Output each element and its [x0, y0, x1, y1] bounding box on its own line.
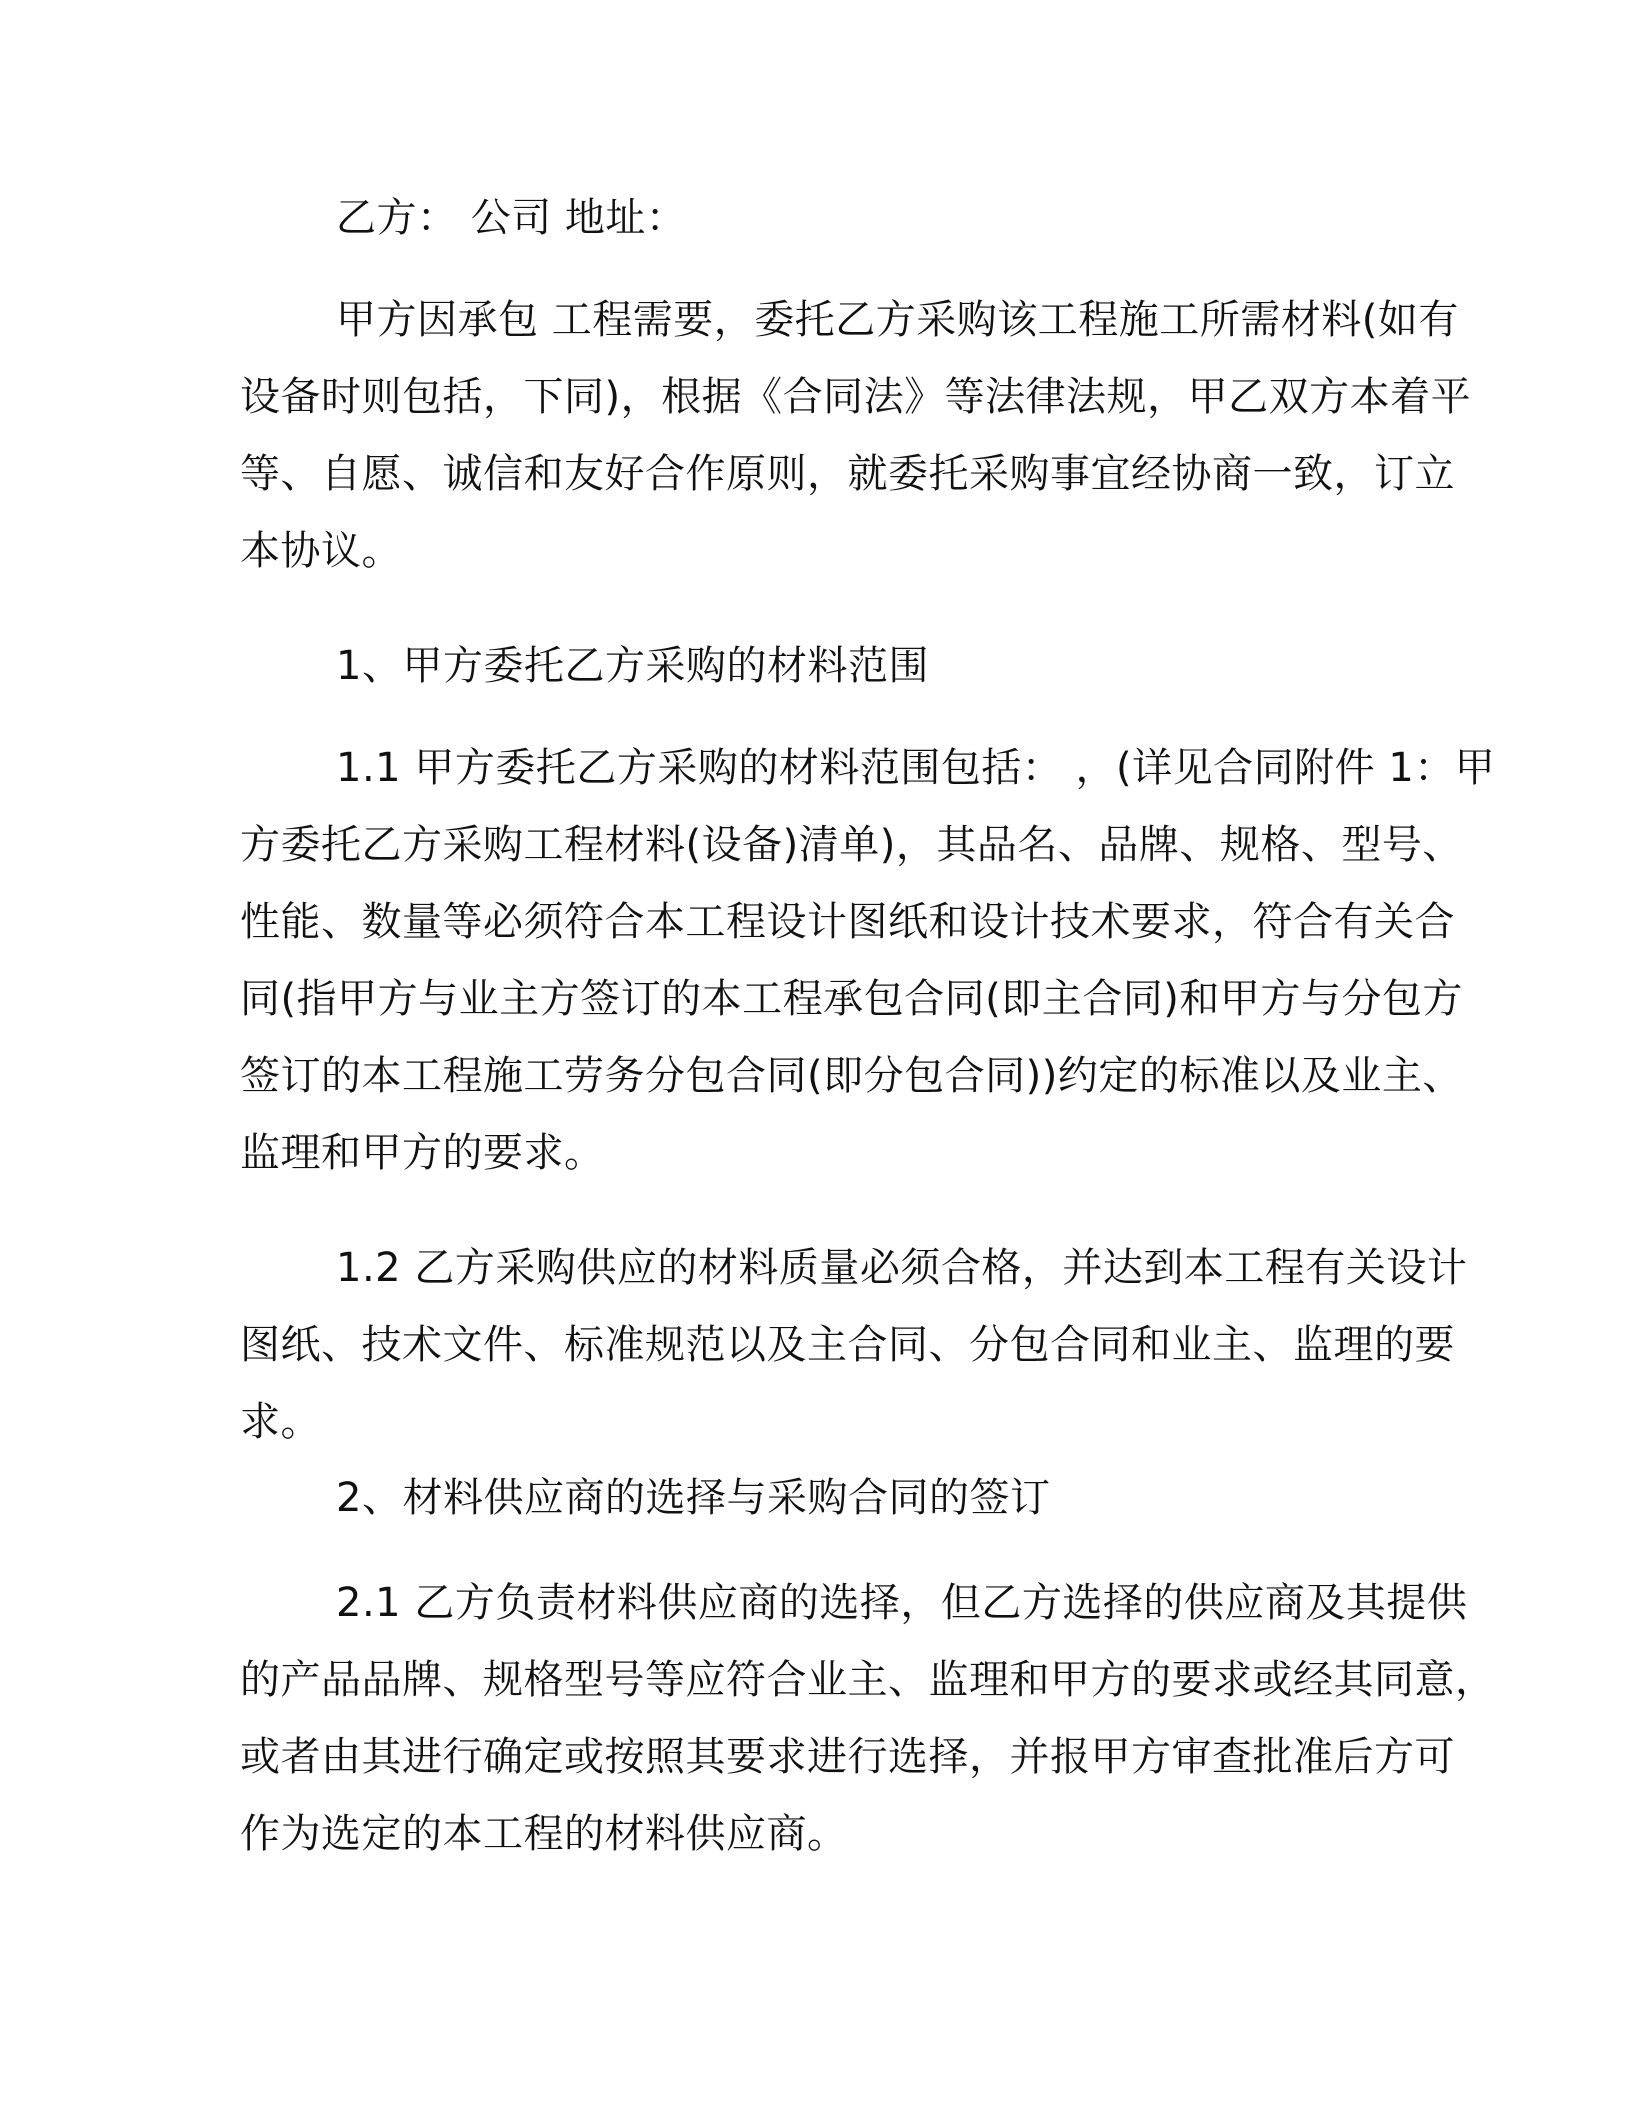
clause-line: 性能、数量等必须符合本工程设计图纸和设计技术要求，符合有关合 [240, 899, 1455, 945]
clause-line: 求。 [240, 1399, 321, 1445]
clause-1-1-paragraph [240, 730, 1496, 1192]
intro-line: 设备时则包括，下同)，根据《合同法》等法律法规，甲乙双方本着平 [240, 374, 1472, 420]
intro-line: 等、自愿、诚信和友好合作原则，就委托采购事宜经协商一致，订立 [240, 451, 1455, 497]
clause-line: 2.1 乙方负责材料供应商的选择，但乙方选择的供应商及其提供 [336, 1580, 1468, 1626]
clause-line: 1.2 乙方采购供应的材料质量必须合格，并达到本工程有关设计 [336, 1245, 1468, 1291]
clause-line: 同(指甲方与业主方签订的本工程承包合同(即主合同)和甲方与分包方 [240, 976, 1463, 1022]
intro-line: 本协议。 [240, 528, 402, 574]
clause-line: 监理和甲方的要求。 [240, 1130, 605, 1176]
intro-line: 甲方因承包 工程需要，委托乙方采购该工程施工所需材料(如有 [336, 297, 1459, 343]
clause-line: 签订的本工程施工劳务分包合同(即分包合同))约定的标准以及业主、 [240, 1053, 1463, 1099]
clause-line: 作为选定的本工程的材料供应商。 [240, 1811, 848, 1857]
clause-1-2-paragraph [240, 1230, 1468, 1461]
clause-2-1-paragraph [240, 1565, 1496, 1873]
clause-line: 的产品品牌、规格型号等应符合业主、监理和甲方的要求或经其同意， [240, 1657, 1496, 1703]
clause-line: 图纸、技术文件、标准规范以及主合同、分包合同和业主、监理的要 [240, 1322, 1455, 1368]
section-2-heading [240, 1460, 1380, 1537]
party-b-text: 乙方： 公司 地址： [336, 195, 687, 241]
party-b-line [240, 180, 1380, 257]
section-1-heading [240, 628, 1380, 705]
clause-line: 1.1 甲方委托乙方采购的材料范围包括： ，(详见合同附件 1：甲 [336, 745, 1496, 791]
clause-line: 方委托乙方采购工程材料(设备)清单)，其品名、品牌、规格、型号、 [240, 822, 1463, 868]
section-heading-text: 2、材料供应商的选择与采购合同的签订 [336, 1475, 1051, 1521]
section-heading-text: 1、甲方委托乙方采购的材料范围 [336, 643, 929, 689]
intro-paragraph [240, 282, 1472, 590]
clause-line: 或者由其进行确定或按照其要求进行选择，并报甲方审查批准后方可 [240, 1734, 1455, 1780]
